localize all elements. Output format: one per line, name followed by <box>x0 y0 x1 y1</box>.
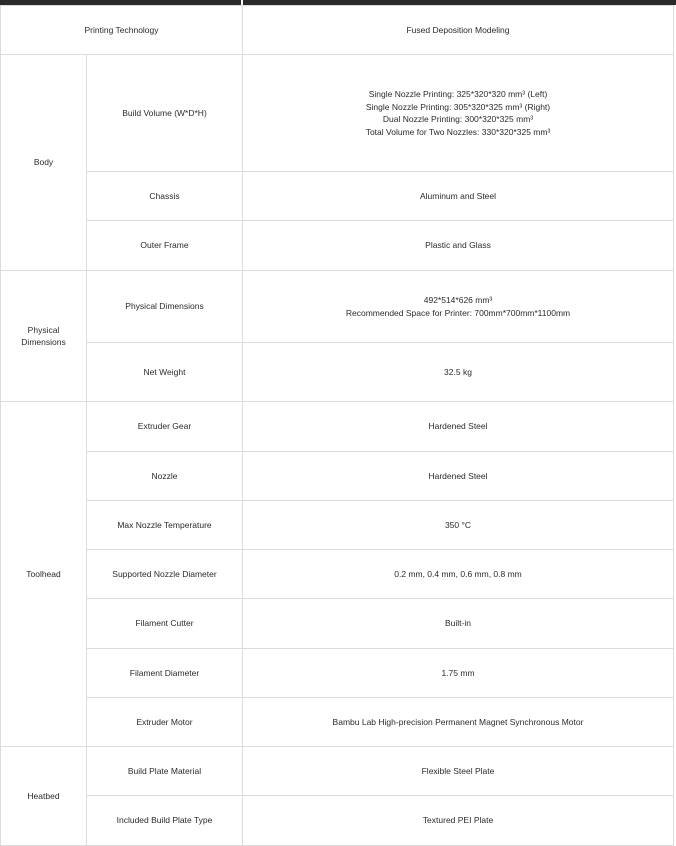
table-row <box>1 402 674 452</box>
spec-value: 350 °C <box>243 501 674 550</box>
spec-value: Hardened Steel <box>243 452 674 501</box>
spec-label: Extruder Gear <box>87 402 243 452</box>
group-label-body: Body <box>1 55 87 271</box>
table-row <box>1 747 674 796</box>
spec-label: Included Build Plate Type <box>87 796 243 846</box>
printing-technology-label: Printing Technology <box>1 6 243 55</box>
spec-value-line: 492*514*626 mm³ <box>423 295 493 305</box>
table-row <box>1 6 674 55</box>
spec-value: Textured PEI Plate <box>243 796 674 846</box>
table-row <box>1 271 674 343</box>
table-row <box>1 172 674 221</box>
spec-label: Extruder Motor <box>87 698 243 747</box>
table-row <box>1 343 674 402</box>
table-row <box>1 796 674 846</box>
spec-label: Outer Frame <box>87 221 243 271</box>
spec-value <box>243 271 674 343</box>
table-row <box>1 550 674 599</box>
table-row <box>1 599 674 649</box>
spec-value-line: Dual Nozzle Printing: 300*320*325 mm³ <box>382 114 534 124</box>
spec-label: Supported Nozzle Diameter <box>87 550 243 599</box>
spec-label: Build Plate Material <box>87 747 243 796</box>
table-row <box>1 501 674 550</box>
group-label-physical-dimensions <box>1 271 87 402</box>
spec-label: Filament Diameter <box>87 649 243 698</box>
printing-technology-value: Fused Deposition Modeling <box>243 6 674 55</box>
group-label-heatbed: Heatbed <box>1 747 87 846</box>
spec-label: Chassis <box>87 172 243 221</box>
spec-value: Built-in <box>243 599 674 649</box>
spec-value-line: Single Nozzle Printing: 305*320*325 mm³ (Right) <box>365 101 551 112</box>
spec-value: Flexible Steel Plate <box>243 747 674 796</box>
spec-value-line: Total Volume for Two Nozzles: 330*320*325 mm³ <box>365 126 551 137</box>
table-row <box>1 698 674 747</box>
spec-value: 1.75 mm <box>243 649 674 698</box>
group-label-toolhead: Toolhead <box>1 402 87 747</box>
spec-label: Physical Dimensions <box>87 271 243 343</box>
spec-value: Hardened Steel <box>243 402 674 452</box>
spec-label: Net Weight <box>87 343 243 402</box>
table-row <box>1 221 674 271</box>
spec-label: Nozzle <box>87 452 243 501</box>
group-label-line: Physical <box>27 324 60 335</box>
spec-value-line: Recommended Space for Printer: 700mm*700mm*1100mm <box>345 307 571 318</box>
spec-label: Filament Cutter <box>87 599 243 649</box>
spec-value: Bambu Lab High-precision Permanent Magnet Synchronous Motor <box>243 698 674 747</box>
spec-value: 0.2 mm, 0.4 mm, 0.6 mm, 0.8 mm <box>243 550 674 599</box>
table-row <box>1 55 674 172</box>
spec-value-line: Single Nozzle Printing: 325*320*320 mm³ (Left) <box>368 89 548 99</box>
spec-value: Aluminum and Steel <box>243 172 674 221</box>
spec-value: 32.5 kg <box>243 343 674 402</box>
spec-value <box>243 55 674 172</box>
spec-label: Max Nozzle Temperature <box>87 501 243 550</box>
table-row <box>1 649 674 698</box>
table-row <box>1 452 674 501</box>
group-label-line: Dimensions <box>21 337 66 347</box>
spec-value: Plastic and Glass <box>243 221 674 271</box>
spec-label: Build Volume (W*D*H) <box>87 55 243 172</box>
specifications-table <box>0 5 674 846</box>
